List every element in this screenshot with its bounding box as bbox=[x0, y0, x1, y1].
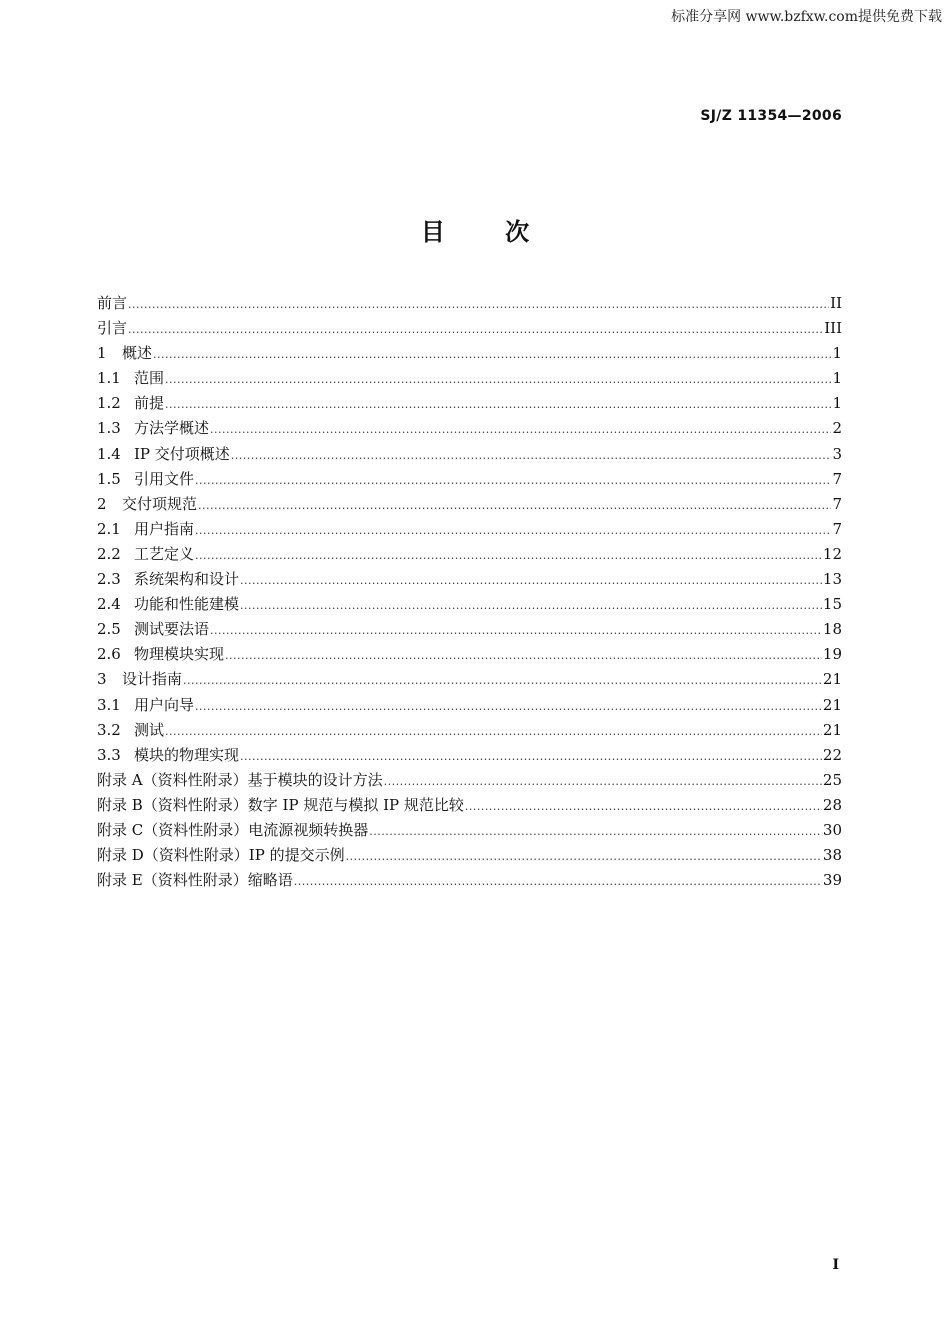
dot-leader bbox=[231, 443, 832, 467]
toc-entry-page: 12 bbox=[822, 544, 842, 563]
toc-entry[interactable] bbox=[97, 617, 842, 642]
toc-entry-label: 引用文件 bbox=[134, 469, 195, 488]
dot-leader bbox=[465, 794, 822, 818]
document-number: SJ/Z 11354—2006 bbox=[700, 108, 842, 124]
title-char: 次 bbox=[505, 218, 530, 246]
toc-entry-number: 3.1 bbox=[97, 695, 121, 714]
toc-entry-label: 功能和性能建模 bbox=[134, 595, 240, 614]
toc-entry-page: 7 bbox=[832, 494, 842, 513]
toc-entry-label: IP 交付项概述 bbox=[134, 444, 230, 463]
toc-entry-page: 22 bbox=[822, 745, 842, 764]
toc-entry-page: 1 bbox=[832, 344, 842, 363]
toc-entry-label: 测试 bbox=[134, 720, 165, 739]
dot-leader bbox=[294, 869, 822, 893]
toc-entry-page: 28 bbox=[822, 795, 842, 814]
toc-entry-number: 2.2 bbox=[97, 544, 121, 563]
dot-leader bbox=[165, 719, 822, 743]
dot-leader bbox=[198, 493, 831, 517]
toc-entry-number: 2 bbox=[97, 494, 107, 513]
toc-entry-page: II bbox=[830, 294, 842, 312]
toc-entry-label: 范围 bbox=[134, 369, 165, 388]
toc-entry-page: 1 bbox=[832, 394, 842, 413]
toc-entry-number: 2.5 bbox=[97, 620, 121, 639]
toc-entry-page: 1 bbox=[832, 369, 842, 388]
toc-entry-page: III bbox=[824, 319, 842, 338]
toc-entry-page: 2 bbox=[832, 419, 842, 438]
toc-entry-page: 21 bbox=[822, 695, 842, 714]
toc-entry-label: 前提 bbox=[134, 394, 165, 413]
toc-entry-number: 1.2 bbox=[97, 394, 121, 413]
dot-leader bbox=[225, 643, 822, 667]
toc-entry[interactable] bbox=[97, 843, 842, 868]
toc-entry-number: 3.2 bbox=[97, 720, 121, 739]
toc-entry[interactable] bbox=[97, 316, 842, 341]
toc-entry[interactable] bbox=[97, 642, 842, 667]
toc-entry[interactable] bbox=[97, 467, 842, 492]
dot-leader bbox=[165, 392, 831, 416]
toc-entry-label: 设计指南 bbox=[122, 670, 183, 689]
toc-entry[interactable] bbox=[97, 818, 842, 843]
toc-entry[interactable] bbox=[97, 442, 842, 467]
dot-leader bbox=[369, 819, 822, 843]
toc-entry[interactable] bbox=[97, 542, 842, 567]
toc-entry-number: 3.3 bbox=[97, 745, 121, 764]
toc-entry-page: 15 bbox=[822, 595, 842, 614]
page-title bbox=[0, 212, 950, 247]
dot-leader bbox=[128, 292, 829, 316]
toc-entry-label: 物理模块实现 bbox=[134, 645, 225, 664]
toc-entry[interactable] bbox=[97, 768, 842, 793]
toc-entry-page: 3 bbox=[832, 444, 842, 463]
toc-entry-number: 1 bbox=[97, 344, 107, 363]
toc-entry-label: 用户向导 bbox=[134, 695, 195, 714]
toc-entry-label: 用户指南 bbox=[134, 519, 195, 538]
toc-entry-label: 引言 bbox=[97, 319, 128, 338]
toc-entry-page: 13 bbox=[822, 570, 842, 589]
toc-entry[interactable] bbox=[97, 416, 842, 441]
toc-entry-label: 方法学概述 bbox=[134, 419, 210, 438]
dot-leader bbox=[240, 744, 822, 768]
toc-entry-number: 2.6 bbox=[97, 645, 121, 664]
toc-entry[interactable] bbox=[97, 366, 842, 391]
toc-entry-page: 39 bbox=[822, 871, 842, 890]
toc-entry[interactable] bbox=[97, 341, 842, 366]
toc-entry[interactable] bbox=[97, 743, 842, 768]
toc-entry[interactable] bbox=[97, 793, 842, 818]
toc-entry[interactable] bbox=[97, 517, 842, 542]
table-of-contents bbox=[97, 291, 842, 893]
toc-entry-page: 7 bbox=[832, 469, 842, 488]
toc-entry-label: 附录 A（资料性附录）基于模块的设计方法 bbox=[97, 770, 383, 789]
dot-leader bbox=[128, 317, 823, 341]
toc-entry-page: 21 bbox=[822, 720, 842, 739]
toc-entry[interactable] bbox=[97, 567, 842, 592]
dot-leader bbox=[240, 568, 822, 592]
dot-leader bbox=[183, 668, 822, 692]
toc-entry-page: 21 bbox=[822, 670, 842, 689]
dot-leader bbox=[210, 618, 822, 642]
toc-entry-number: 3 bbox=[97, 670, 107, 689]
watermark: 标准分享网 www.bzfxw.com提供免费下载 bbox=[671, 9, 942, 25]
toc-entry[interactable] bbox=[97, 592, 842, 617]
toc-entry-page: 30 bbox=[822, 820, 842, 839]
toc-entry-label: 工艺定义 bbox=[134, 544, 195, 563]
toc-entry[interactable] bbox=[97, 667, 842, 692]
title-char: 目 bbox=[420, 218, 445, 246]
dot-leader bbox=[384, 769, 822, 793]
toc-entry[interactable] bbox=[97, 693, 842, 718]
toc-entry-label: 前言 bbox=[97, 294, 128, 312]
dot-leader bbox=[165, 367, 831, 391]
toc-entry-number: 2.3 bbox=[97, 570, 121, 589]
toc-entry-label: 附录 B（资料性附录）数字 IP 规范与模拟 IP 规范比较 bbox=[97, 795, 464, 814]
toc-entry-label: 模块的物理实现 bbox=[134, 745, 240, 764]
dot-leader bbox=[153, 342, 831, 366]
dot-leader bbox=[195, 543, 822, 567]
toc-entry[interactable] bbox=[97, 868, 842, 893]
toc-entry-label: 附录 D（资料性附录）IP 的提交示例 bbox=[97, 846, 345, 865]
toc-entry[interactable] bbox=[97, 291, 842, 316]
page-number: I bbox=[832, 1257, 839, 1273]
toc-entry-number: 1.4 bbox=[97, 444, 121, 463]
toc-entry-page: 25 bbox=[822, 770, 842, 789]
toc-entry-number: 1.5 bbox=[97, 469, 121, 488]
toc-entry[interactable] bbox=[97, 718, 842, 743]
dot-leader bbox=[195, 518, 831, 542]
toc-entry-number: 2.4 bbox=[97, 595, 121, 614]
toc-entry-label: 概述 bbox=[122, 344, 153, 363]
dot-leader bbox=[195, 468, 831, 492]
toc-entry[interactable] bbox=[97, 492, 842, 517]
toc-entry-page: 18 bbox=[822, 620, 842, 639]
dot-leader bbox=[346, 844, 822, 868]
dot-leader bbox=[195, 694, 822, 718]
toc-entry-label: 测试要法语 bbox=[134, 620, 210, 639]
toc-entry-label: 交付项规范 bbox=[122, 494, 198, 513]
dot-leader bbox=[210, 417, 831, 441]
dot-leader bbox=[240, 593, 822, 617]
toc-entry-label: 附录 C（资料性附录）电流源视频转换器 bbox=[97, 820, 369, 839]
toc-entry-label: 系统架构和设计 bbox=[134, 570, 240, 589]
toc-entry-page: 19 bbox=[822, 645, 842, 664]
toc-entry-page: 38 bbox=[822, 846, 842, 865]
toc-entry-number: 2.1 bbox=[97, 519, 121, 538]
toc-entry-label: 附录 E（资料性附录）缩略语 bbox=[97, 871, 293, 890]
toc-entry[interactable] bbox=[97, 391, 842, 416]
toc-entry-number: 1.3 bbox=[97, 419, 121, 438]
toc-entry-page: 7 bbox=[832, 519, 842, 538]
toc-entry-number: 1.1 bbox=[97, 369, 121, 388]
